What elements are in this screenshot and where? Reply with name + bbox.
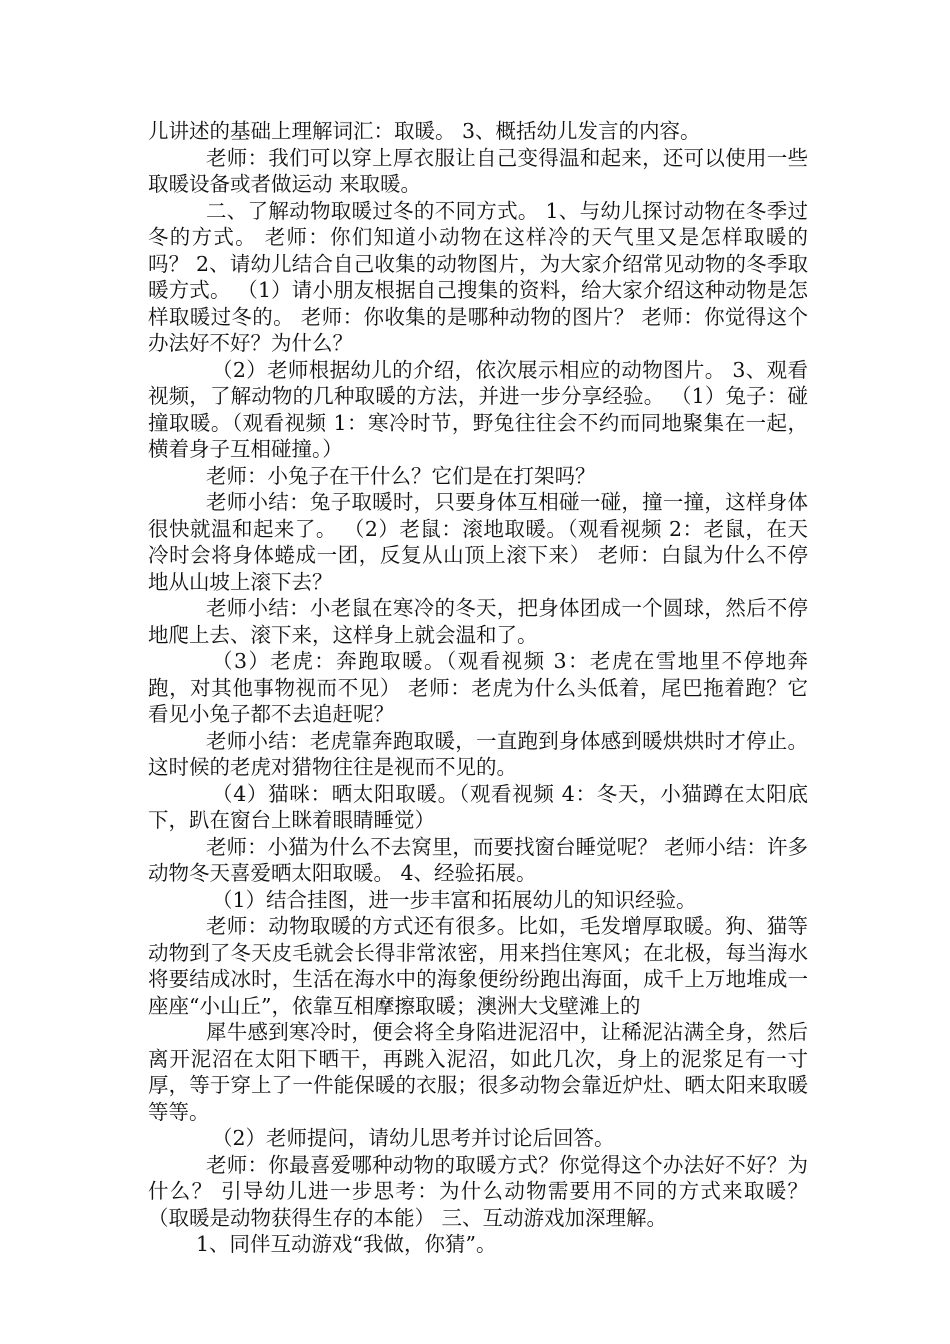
paragraph-14: 犀牛感到寒冷时，便会将全身陷进泥沼中，让稀泥沾满全身，然后离开泥沼在太阳下晒干，再跳入泥沼，如此几次，身上的泥浆足有一寸厚，等于穿上了一件能保暖的衣服；很多动物会靠近炉灶、晒太阳来取暖等等。: [148, 1020, 808, 1124]
paragraph-8: （3）老虎：奔跑取暖。（观看视频 3：老虎在雪地里不停地奔跑，对其他事物视而不见） 老师：老虎为什么头低着，尾巴拖着跑？它看见小兔子都不去追赶呢？: [148, 649, 808, 726]
paragraph-10: （4）猫咪：晒太阳取暖。（观看视频 4：冬天，小猫蹲在太阳底下，趴在窗台上眯着眼睛睡觉）: [148, 781, 808, 832]
paragraph-17: 1、同伴互动游戏“我做，你猜”。: [196, 1232, 497, 1256]
paragraph-13: 老师：动物取暖的方式还有很多。比如，毛发增厚取暖。狗、猫等动物到了冬天皮毛就会长得非常浓密，用来挡住寒风；在北极，每当海水将要结成冰时，生活在海水中的海象便纷纷跑出海面，成千上万地堆成一座座“小山丘”，依靠互相摩擦取暖；澳洲大戈壁滩上的: [148, 914, 808, 1018]
paragraph-5: 老师：小兔子在干什么？它们是在打架吗？: [206, 463, 596, 488]
paragraph-4: （2）老师根据幼儿的介绍，依次展示相应的动物图片。 3、观看视频，了解动物的几种取暖的方法，并进一步分享经验。 （1）兔子：碰撞取暖。（观看视频 1：寒冷时节，野兔往往会不约而同地聚集在一起，横着身子互相碰撞。）: [148, 357, 808, 461]
paragraph-9: 老师小结：老虎靠奔跑取暖，一直跑到身体感到暖烘烘时才停止。这时候的老虎对猎物往往是视而不见的。: [148, 728, 808, 779]
paragraph-15: （2）老师提问，请幼儿思考并讨论后回答。: [212, 1126, 615, 1150]
paragraph-1: 儿讲述的基础上理解词汇：取暖。 3、概括幼儿发言的内容。: [148, 119, 701, 143]
document-page: [148, 118, 808, 1258]
paragraph-12: （1）结合挂图，进一步丰富和拓展幼儿的知识经验。: [212, 887, 697, 912]
paragraph-7: 老师小结：小老鼠在寒冷的冬天，把身体团成一个圆球，然后不停地爬上去、滚下来，这样身上就会温和了。: [148, 596, 808, 647]
paragraph-2: 老师：我们可以穿上厚衣服让自己变得温和起来，还可以使用一些取暖设备或者做运动 来取暖。: [148, 145, 808, 196]
paragraph-6: 老师小结：兔子取暖时，只要身体互相碰一碰，撞一撞，这样身体很快就温和起来了。 （2）老鼠：滚地取暖。（观看视频 2：老鼠，在天冷时会将身体蜷成一团，反复从山顶上滚下来） 老师：白鼠为什么不停地从山坡上滚下去？: [148, 490, 808, 594]
paragraph-3: 二、了解动物取暖过冬的不同方式。 1、与幼儿探讨动物在冬季过冬的方式。 老师：你们知道小动物在这样冷的天气里又是怎样取暖的吗？ 2、请幼儿结合自己收集的动物图片，为大家介绍常见动物的冬季取暖方式。 （1）请小朋友根据自己搜集的资料，给大家介绍这种动物是怎样取暖过冬的。 老师：你收集的是哪种动物的图片？ 老师：你觉得这个办法好不好？为什么？: [148, 198, 808, 355]
paragraph-16: 老师：你最喜爱哪种动物的取暖方式？你觉得这个办法好不好？为什么？ 引导幼儿进一步思考：为什么动物需要用不同的方式来取暖？（取暖是动物获得生存的本能） 三、互动游戏加深理解。: [148, 1152, 808, 1230]
paragraph-11: 老师：小猫为什么不去窝里，而要找窗台睡觉呢？ 老师小结：许多动物冬天喜爱晒太阳取暖。 4、经验拓展。: [148, 834, 808, 885]
